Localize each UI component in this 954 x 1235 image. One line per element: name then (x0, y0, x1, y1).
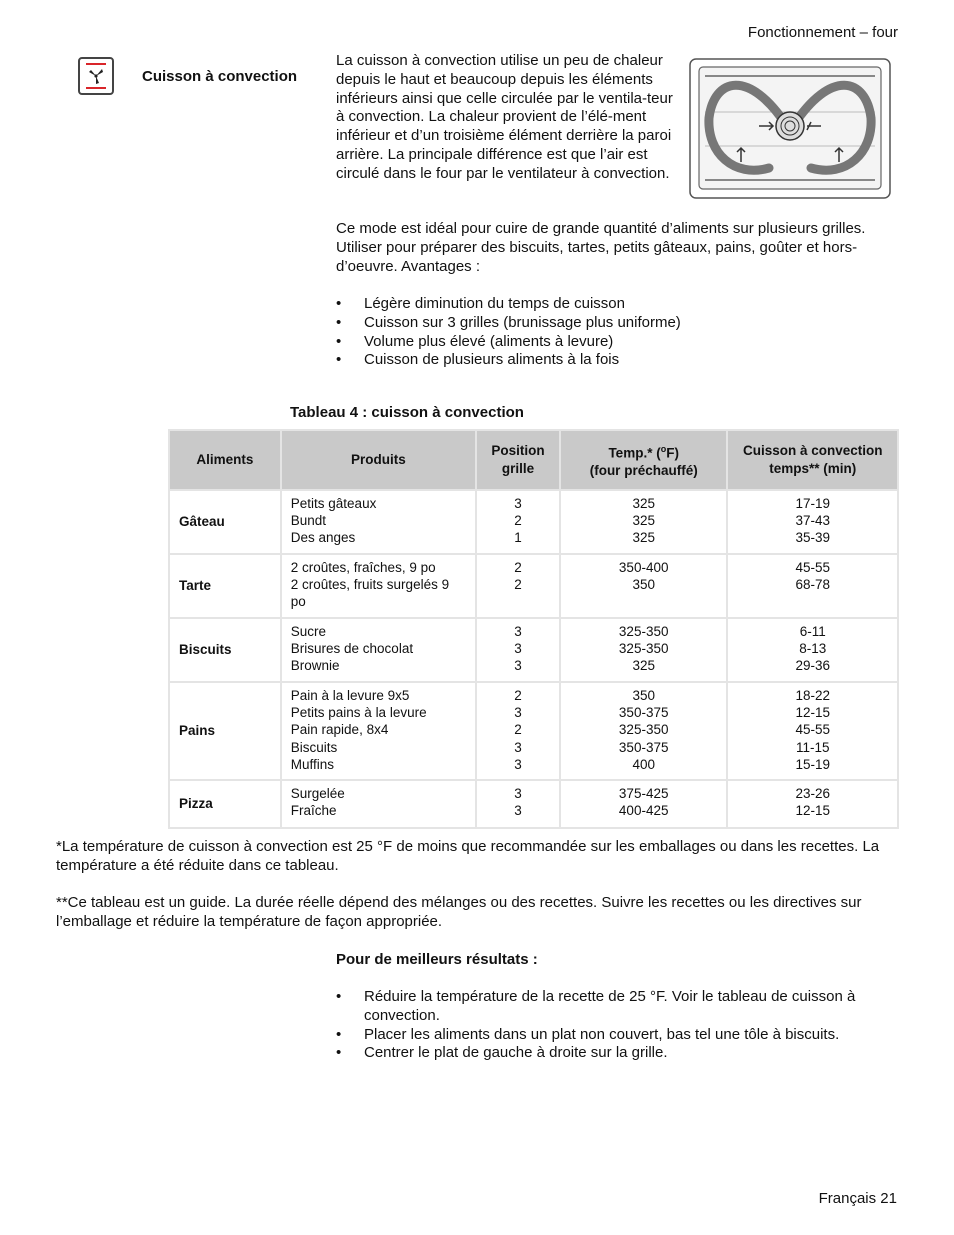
cell-line: 1 (514, 530, 522, 546)
cell-line: 17-19 (795, 496, 830, 511)
time-cell (727, 490, 898, 554)
cell-line: 350-375 (618, 705, 669, 721)
cell-line: 2 croûtes, fraîches, 9 po (290, 560, 436, 575)
position-cell (476, 780, 560, 828)
table-row (169, 490, 898, 554)
products-cell (281, 682, 476, 780)
cell-line: 12-15 (795, 705, 830, 721)
list-item: • Légère diminution du temps de cuisson (336, 295, 896, 314)
temp-cell (560, 682, 728, 780)
cell-line: 45-55 (795, 722, 830, 738)
position-cell (476, 554, 560, 618)
temp-cell (560, 490, 728, 554)
cell-line: Des anges (290, 530, 356, 546)
cell-line: 3 (514, 803, 522, 819)
food-cell: Biscuits (169, 618, 281, 682)
food-cell: Tarte (169, 554, 281, 618)
cell-line: 325 (632, 658, 655, 674)
cell-line: 325 (632, 496, 655, 511)
page-header: Fonctionnement – four (747, 24, 898, 41)
cell-line: Pain à la levure 9x5 (290, 688, 410, 703)
cell-line: 3 (514, 496, 522, 511)
cell-line: Sucre (290, 624, 327, 639)
cell-line: 325-350 (618, 641, 669, 657)
usage-paragraph: Ce mode est idéal pour cuire de grande quantité d’aliments sur plusieurs grilles. Utiliser pour préparer des biscuits, tartes, petits gâteaux, pains, goûter et hors-d’oeuvre. Avantages : (336, 220, 866, 275)
cell-line: 29-36 (795, 658, 830, 674)
cell-line: 8-13 (799, 641, 827, 657)
position-cell (476, 682, 560, 780)
cell-line: 2 (514, 577, 522, 593)
footnote-temperature: *La température de cuisson à convection est 25 °F de moins que recommandée sur les emballages ou dans les recettes. La température a été réduite dans ce tableau. (56, 838, 880, 874)
cell-line: 350 (632, 688, 655, 703)
time-cell (727, 780, 898, 828)
cell-line: 2 (514, 688, 522, 703)
list-item: • Cuisson sur 3 grilles (brunissage plus uniforme) (336, 314, 896, 333)
cell-line: 2 (514, 722, 522, 738)
list-item: • Centrer le plat de gauche à droite sur la grille. (336, 1044, 896, 1063)
cell-line: Petits gâteaux (290, 496, 377, 511)
cell-line: 325 (632, 513, 655, 529)
table-row (169, 618, 898, 682)
cell-line: 23-26 (795, 786, 830, 801)
description-paragraph: La cuisson à convection utilise un peu de chaleur depuis le haut et beaucoup depuis les éléments inférieurs ainsi que celle circulée par le ventila-teur à convection. La chaleur provient de l’élé-ment inférieur et d’un troisième élément derrière la paroi arrière. La principale différence est que l’air est circulé dans le four par le ventilateur à convection. (336, 52, 673, 182)
cell-line: 68-78 (795, 577, 830, 593)
cell-line: Petits pains à la levure (290, 705, 427, 721)
cell-line: 45-55 (795, 560, 830, 575)
table-row (169, 780, 898, 828)
food-cell: Pizza (169, 780, 281, 828)
header-time: Cuisson à convection temps** (min) (727, 430, 898, 490)
oven-airflow-diagram (689, 58, 891, 199)
time-cell (727, 618, 898, 682)
products-cell (281, 618, 476, 682)
cell-line: Pain rapide, 8x4 (290, 722, 389, 738)
cell-line: 2 croûtes, fruits surgelés 9 po (290, 577, 450, 610)
list-item: • Placer les aliments dans un plat non couvert, bas tel une tôle à biscuits. (336, 1026, 896, 1045)
cell-line: Surgelée (290, 786, 345, 801)
cell-line: Bundt (290, 513, 327, 529)
cell-line: 15-19 (795, 756, 830, 772)
list-item: • Volume plus élevé (aliments à levure) (336, 333, 896, 352)
time-cell (727, 682, 898, 780)
best-results-list (336, 988, 896, 1063)
cell-line: 3 (514, 658, 522, 674)
cell-line: 325-350 (618, 624, 669, 639)
cell-line: 18-22 (795, 688, 830, 703)
cell-line: 400-425 (618, 803, 669, 819)
cell-line: 3 (514, 641, 522, 657)
table-row (169, 554, 898, 618)
position-cell (476, 618, 560, 682)
cell-line: 325 (632, 530, 655, 546)
cell-line: 325-350 (618, 722, 669, 738)
products-cell (281, 554, 476, 618)
page-number: Français 21 (818, 1190, 897, 1207)
convection-fan-icon (78, 57, 114, 95)
cell-line: 6-11 (799, 624, 826, 639)
header-temp: Temp.* ($^o$F) (four préchauffé) (560, 430, 728, 490)
cell-line: Brisures de chocolat (290, 641, 414, 657)
table-caption: Tableau 4 : cuisson à convection (290, 404, 524, 421)
cell-line: Fraîche (290, 803, 337, 819)
cell-line: 3 (514, 756, 522, 772)
position-cell (476, 490, 560, 554)
cell-line: 11-15 (795, 739, 830, 755)
advantages-list (336, 295, 896, 370)
header-products: Produits (281, 430, 476, 490)
table-header-row (169, 430, 898, 490)
time-cell (727, 554, 898, 618)
convection-table (168, 429, 899, 829)
cell-line: 12-15 (795, 803, 830, 819)
best-results-title: Pour de meilleurs résultats : (336, 951, 538, 968)
products-cell (281, 490, 476, 554)
temp-cell (560, 554, 728, 618)
header-food: Aliments (169, 430, 281, 490)
cell-line: Brownie (290, 658, 340, 674)
cell-line: 3 (514, 624, 522, 639)
cell-line: 400 (632, 756, 655, 772)
list-item: • Cuisson de plusieurs aliments à la fois (336, 351, 896, 370)
food-cell: Gâteau (169, 490, 281, 554)
cell-line: 3 (514, 705, 522, 721)
section-title: Cuisson à convection (142, 68, 298, 85)
cell-line: 350 (632, 577, 655, 593)
products-cell (281, 780, 476, 828)
cell-line: 37-43 (795, 513, 830, 529)
cell-line: 350-375 (618, 739, 669, 755)
cell-line: Muffins (290, 756, 335, 772)
cell-line: 375-425 (618, 786, 669, 801)
cell-line: 2 (514, 560, 522, 575)
footnote-guide: **Ce tableau est un guide. La durée réelle dépend des mélanges ou des recettes. Suivre les recettes ou les directives sur l’emballage et réduire la température de façon appropriée. (56, 894, 862, 930)
food-cell: Pains (169, 682, 281, 780)
cell-line: Biscuits (290, 739, 338, 755)
cell-line: 3 (514, 739, 522, 755)
cell-line: 35-39 (795, 530, 830, 546)
cell-line: 2 (514, 513, 522, 529)
temp-cell (560, 780, 728, 828)
list-item: • Réduire la température de la recette de 25 °F. Voir le tableau de cuisson à convection. (336, 988, 896, 1026)
header-position: Position grille (476, 430, 560, 490)
cell-line: 350-400 (618, 560, 669, 575)
cell-line: 3 (514, 786, 522, 801)
table-row (169, 682, 898, 780)
temp-cell (560, 618, 728, 682)
